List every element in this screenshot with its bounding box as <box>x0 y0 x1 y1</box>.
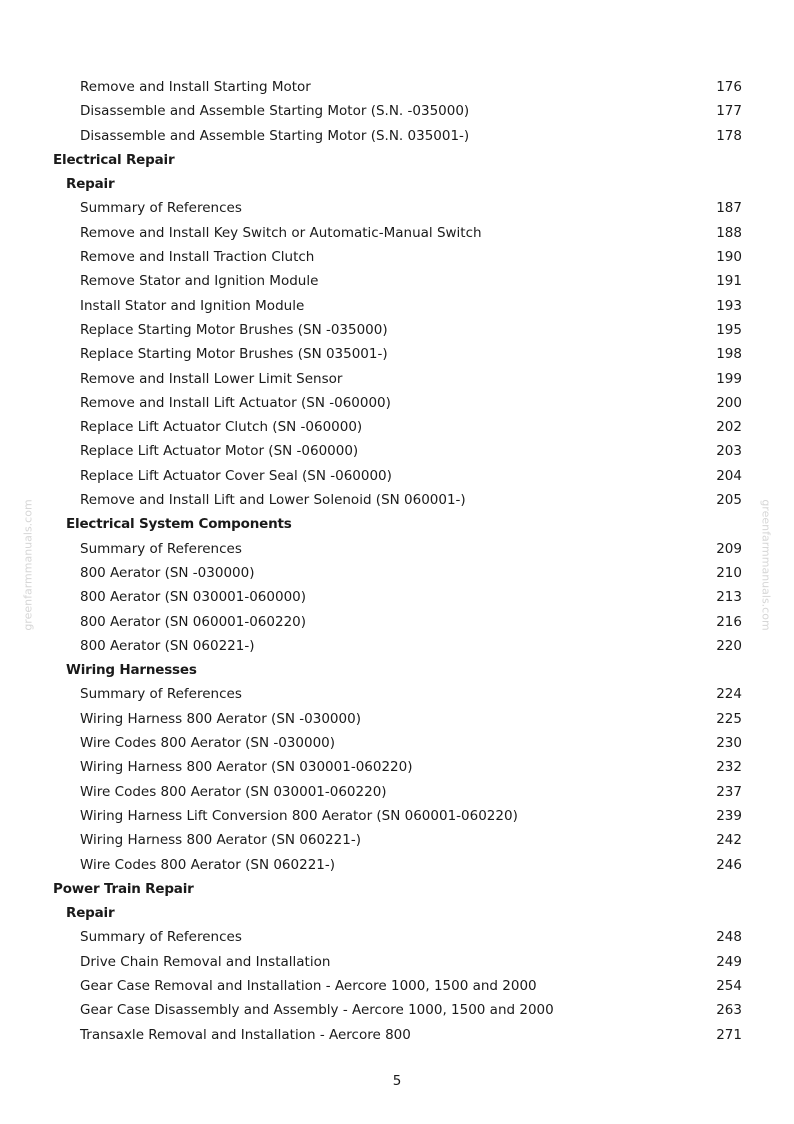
toc-entry-page[interactable]: 203 <box>716 443 742 460</box>
toc-entry-page[interactable]: 246 <box>716 856 742 873</box>
toc-entry-page[interactable]: 188 <box>716 224 742 241</box>
toc-entry[interactable] <box>0 245 794 269</box>
toc-entry[interactable] <box>0 75 794 99</box>
toc-entry-page[interactable]: 248 <box>716 929 742 946</box>
toc-entry[interactable] <box>0 464 794 488</box>
toc-entry-page[interactable]: 271 <box>716 1026 742 1043</box>
toc-section-heading <box>0 901 794 925</box>
toc-entry-title[interactable]: Gear Case Removal and Installation - Aercore 1000, 1500 and 2000 <box>80 977 537 994</box>
toc-entry-page[interactable]: 224 <box>716 686 742 703</box>
toc-entry[interactable] <box>0 488 794 512</box>
toc-entry-title[interactable]: Wire Codes 800 Aerator (SN 030001-060220) <box>80 783 387 800</box>
toc-entry[interactable] <box>0 755 794 779</box>
toc-entry[interactable] <box>0 998 794 1022</box>
toc-entry-title[interactable]: Remove and Install Lower Limit Sensor <box>80 370 343 387</box>
toc-heading-title: Electrical System Components <box>66 516 292 533</box>
toc-entry-page[interactable]: 191 <box>716 273 742 290</box>
toc-entry-title[interactable]: Replace Lift Actuator Cover Seal (SN -060000) <box>80 467 392 484</box>
toc-entry[interactable] <box>0 196 794 220</box>
toc-entry-title[interactable]: Install Stator and Ignition Module <box>80 297 305 314</box>
toc-entry[interactable] <box>0 367 794 391</box>
toc-entry[interactable] <box>0 853 794 877</box>
toc-entry-page[interactable]: 216 <box>716 613 742 630</box>
toc-entry-page[interactable]: 230 <box>716 735 742 752</box>
toc-entry-page[interactable]: 213 <box>716 589 742 606</box>
toc-entry[interactable] <box>0 269 794 293</box>
toc-heading-title: Repair <box>66 905 115 922</box>
toc-entry-page[interactable]: 232 <box>716 759 742 776</box>
toc-entry[interactable] <box>0 124 794 148</box>
toc-entry-title[interactable]: Gear Case Disassembly and Assembly - Aercore 1000, 1500 and 2000 <box>80 1002 554 1019</box>
toc-entry-title[interactable]: Wiring Harness 800 Aerator (SN 060221-) <box>80 832 361 849</box>
toc-entry[interactable] <box>0 342 794 366</box>
toc-entry-page[interactable]: 220 <box>716 637 742 654</box>
toc-entry-title[interactable]: Summary of References <box>80 686 242 703</box>
toc-heading-title: Power Train Repair <box>53 880 194 897</box>
toc-entry[interactable] <box>0 318 794 342</box>
toc-section-heading <box>0 148 794 172</box>
toc-section-heading <box>0 512 794 536</box>
toc-entry[interactable] <box>0 585 794 609</box>
toc-entry-title[interactable]: Drive Chain Removal and Installation <box>80 953 331 970</box>
toc-entry-title[interactable]: Wiring Harness Lift Conversion 800 Aerator (SN 060001-060220) <box>80 807 518 824</box>
toc-entry[interactable] <box>0 1023 794 1047</box>
toc-entry-page[interactable]: 249 <box>716 953 742 970</box>
toc-entry[interactable] <box>0 610 794 634</box>
toc-entry-title[interactable]: Wire Codes 800 Aerator (SN -030000) <box>80 735 336 752</box>
toc-entry[interactable] <box>0 537 794 561</box>
toc-entry-page[interactable]: 200 <box>716 394 742 411</box>
toc-entry[interactable] <box>0 804 794 828</box>
toc-heading-title: Wiring Harnesses <box>66 662 197 679</box>
toc-entry-page[interactable]: 205 <box>716 492 742 509</box>
toc-entry[interactable] <box>0 221 794 245</box>
toc-heading-title: Repair <box>66 176 115 193</box>
toc-section-heading <box>0 658 794 682</box>
toc-entry-page[interactable]: 198 <box>716 346 742 363</box>
toc-entry-title[interactable]: 800 Aerator (SN -030000) <box>80 564 255 581</box>
toc-entry-title[interactable]: 800 Aerator (SN 030001-060000) <box>80 589 307 606</box>
toc-entry-title[interactable]: Remove and Install Key Switch or Automatic-Manual Switch <box>80 224 482 241</box>
toc-entry[interactable] <box>0 780 794 804</box>
toc-entry-title[interactable]: Summary of References <box>80 200 242 217</box>
toc-entry-title[interactable]: Replace Starting Motor Brushes (SN 035001-) <box>80 346 388 363</box>
toc-entry-title[interactable]: Replace Lift Actuator Motor (SN -060000) <box>80 443 359 460</box>
watermark-left: greenfarmmanuals.com <box>21 499 35 631</box>
toc-entry-page[interactable]: 176 <box>716 79 742 95</box>
toc-entry-page[interactable]: 239 <box>716 807 742 824</box>
toc-entry-title[interactable]: Disassemble and Assemble Starting Motor (S.N. 035001-) <box>80 127 470 144</box>
toc-entry-page[interactable]: 177 <box>716 103 742 120</box>
toc-entry[interactable] <box>0 99 794 123</box>
toc-entry[interactable] <box>0 294 794 318</box>
toc-entry-title[interactable]: Remove Stator and Ignition Module <box>80 273 319 290</box>
toc-entry[interactable] <box>0 974 794 998</box>
toc-entry[interactable] <box>0 415 794 439</box>
toc-entry-page[interactable]: 254 <box>716 977 742 994</box>
toc-entry-page[interactable]: 204 <box>716 467 742 484</box>
toc-entry-title[interactable]: Remove and Install Lift Actuator (SN -060000) <box>80 394 391 411</box>
toc-section-heading <box>0 172 794 196</box>
toc-entry-page[interactable]: 202 <box>716 419 742 436</box>
toc-entry-title[interactable]: 800 Aerator (SN 060001-060220) <box>80 613 307 630</box>
toc-entry-title[interactable]: Wire Codes 800 Aerator (SN 060221-) <box>80 856 336 873</box>
toc-entry-page[interactable]: 199 <box>716 370 742 387</box>
page-number: 5 <box>392 1073 402 1089</box>
watermark-right: greenfarmmanuals.com <box>759 499 773 631</box>
toc-entry[interactable] <box>0 707 794 731</box>
toc-entry-title[interactable]: Replace Starting Motor Brushes (SN -035000) <box>80 321 388 338</box>
toc-entry-page[interactable]: 193 <box>716 297 742 314</box>
toc-entry-title[interactable]: Summary of References <box>80 929 242 946</box>
toc-entry-page[interactable]: 242 <box>716 832 742 849</box>
toc-entry-page[interactable]: 237 <box>716 783 742 800</box>
toc-entry-title[interactable]: Wiring Harness 800 Aerator (SN -030000) <box>80 710 361 727</box>
toc-entry-page[interactable]: 225 <box>716 710 742 727</box>
toc-entry-page[interactable]: 187 <box>716 200 742 217</box>
toc-entry[interactable] <box>0 634 794 658</box>
toc-entry[interactable] <box>0 391 794 415</box>
toc-entry-title[interactable]: Remove and Install Traction Clutch <box>80 249 315 266</box>
toc-entry-page[interactable]: 210 <box>716 564 742 581</box>
toc-entry-page[interactable]: 263 <box>716 1002 742 1019</box>
toc-heading-title: Electrical Repair <box>53 151 175 168</box>
toc-entry[interactable] <box>0 682 794 706</box>
toc-entry[interactable] <box>0 950 794 974</box>
toc-entry-title[interactable]: 800 Aerator (SN 060221-) <box>80 637 255 654</box>
toc-entry-title[interactable]: Disassemble and Assemble Starting Motor (S.N. -035000) <box>80 103 470 120</box>
toc-entry[interactable] <box>0 561 794 585</box>
toc-entry-page[interactable]: 190 <box>716 249 742 266</box>
toc-entry[interactable] <box>0 828 794 852</box>
toc-entry-title[interactable]: Replace Lift Actuator Clutch (SN -060000) <box>80 419 363 436</box>
toc-entry-title[interactable]: Transaxle Removal and Installation - Aercore 800 <box>80 1026 411 1043</box>
toc-section-heading <box>0 877 794 901</box>
toc-entry-page[interactable]: 195 <box>716 321 742 338</box>
toc-entry-title[interactable]: Wiring Harness 800 Aerator (SN 030001-060220) <box>80 759 413 776</box>
toc-entry[interactable] <box>0 439 794 463</box>
toc-entry[interactable] <box>0 731 794 755</box>
toc-entry-page[interactable]: 178 <box>716 127 742 144</box>
toc-entry-title[interactable]: Remove and Install Starting Motor <box>80 79 311 95</box>
toc-entry-title[interactable]: Summary of References <box>80 540 242 557</box>
toc-entry[interactable] <box>0 925 794 949</box>
toc-entry-page[interactable]: 209 <box>716 540 742 557</box>
toc-entry-title[interactable]: Remove and Install Lift and Lower Solenoid (SN 060001-) <box>80 492 466 509</box>
table-of-contents <box>0 75 794 1047</box>
